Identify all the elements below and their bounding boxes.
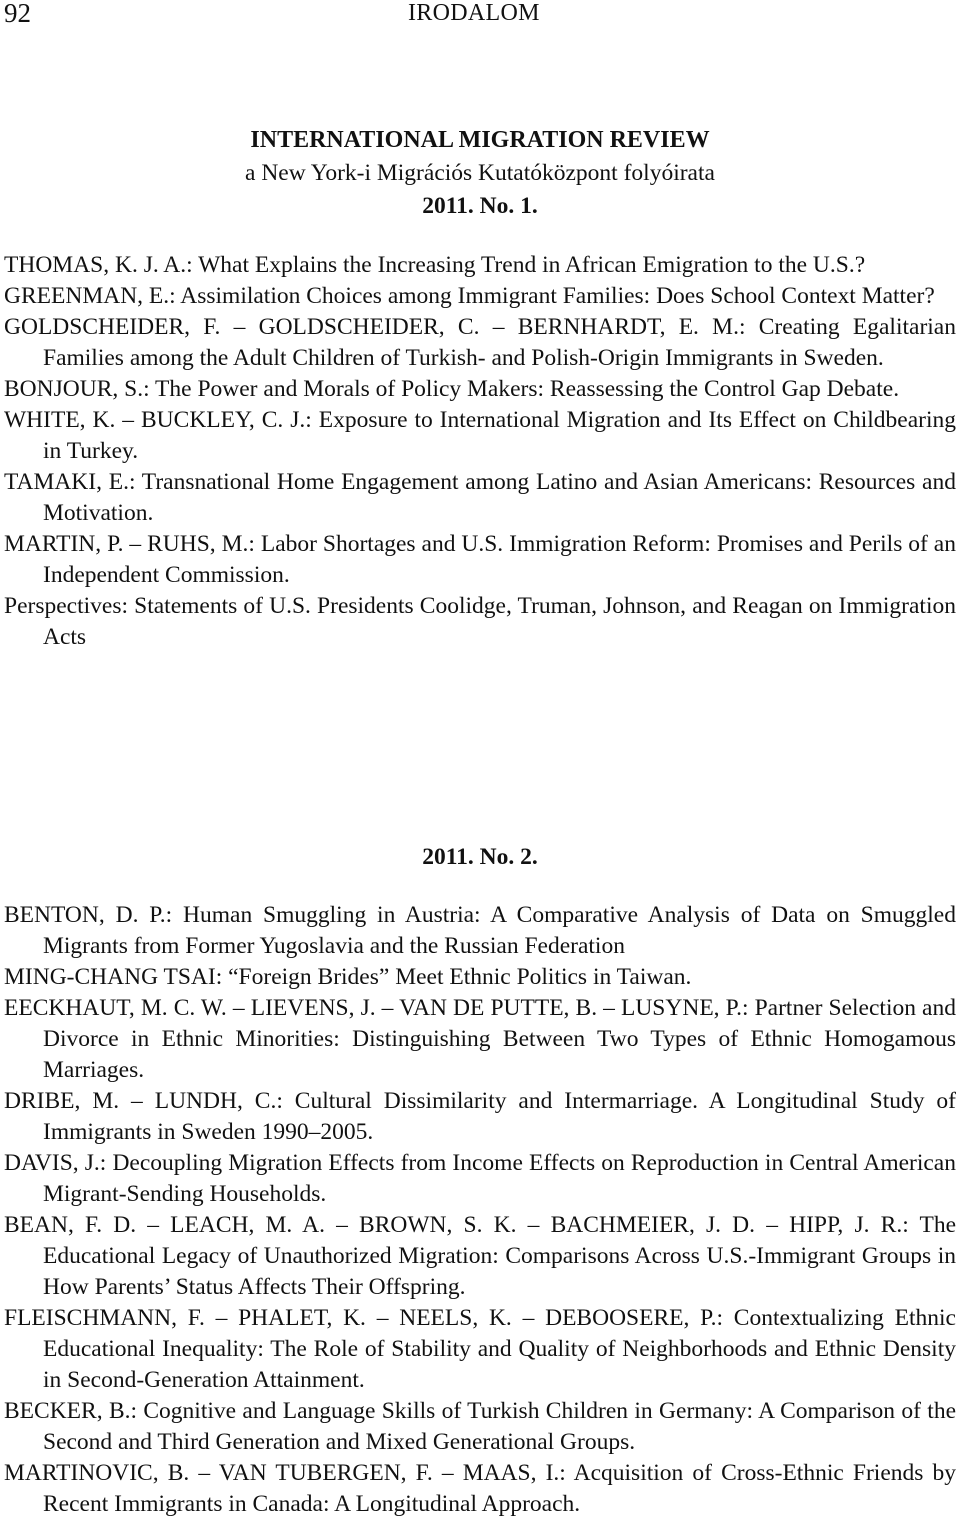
issue-heading-2: 2011. No. 2.	[422, 844, 538, 870]
article-entry: DRIBE, M. – LUNDH, C.: Cultural Dissimilarity and Intermarriage. A Longitudinal Study of Immigrants in Sweden 1990–2005.	[4, 1088, 956, 1145]
article-entry: BONJOUR, S.: The Power and Morals of Policy Makers: Reassessing the Control Gap Debate.	[4, 376, 900, 402]
article-entry: BECKER, B.: Cognitive and Language Skills of Turkish Children in Germany: A Comparison of the Second and Third Generation and Mixed Generational Groups.	[4, 1398, 956, 1455]
article-entry: DAVIS, J.: Decoupling Migration Effects from Income Effects on Reproduction in Central American Migrant-Sending Households.	[4, 1150, 956, 1207]
article-entry: MARTINOVIC, B. – VAN TUBERGEN, F. – MAAS, I.: Acquisition of Cross-Ethnic Friends by Recent Immigrants in Canada: A Longitudinal Approach.	[4, 1460, 956, 1517]
journal-title: INTERNATIONAL MIGRATION REVIEW	[250, 127, 710, 153]
page-number: 92	[4, 0, 31, 28]
article-entry: MARTIN, P. – RUHS, M.: Labor Shortages and U.S. Immigration Reform: Promises and Perils of an Independent Commission.	[4, 531, 956, 588]
article-entry: TAMAKI, E.: Transnational Home Engagement among Latino and Asian Americans: Resources and Motivation.	[4, 469, 956, 526]
article-entry: THOMAS, K. J. A.: What Explains the Increasing Trend in African Emigration to the U.S.?	[4, 252, 866, 278]
journal-subtitle: a New York-i Migrációs Kutatóközpont folyóirata	[245, 160, 715, 186]
issue-1-contents	[0, 250, 960, 653]
article-entry: WHITE, K. – BUCKLEY, C. J.: Exposure to International Migration and Its Effect on Childbearing in Turkey.	[4, 407, 956, 464]
article-entry: EECKHAUT, M. C. W. – LIEVENS, J. – VAN DE PUTTE, B. – LUSYNE, P.: Partner Selection and Divorce in Ethnic Minorities: Distinguishing Between Two Types of Ethnic Homogamous Marriages.	[4, 995, 956, 1083]
article-entry: FLEISCHMANN, F. – PHALET, K. – NEELS, K. – DEBOOSERE, P.: Contextualizing Ethnic Educational Inequality: The Role of Stability and Quality of Neighborhoods and Ethnic Density in Second-Generation Attainment.	[4, 1305, 956, 1393]
journal-heading	[0, 124, 960, 223]
article-entry: BENTON, D. P.: Human Smuggling in Austria: A Comparative Analysis of Data on Smuggled Migrants from Former Yugoslavia and the Russian Federation	[4, 902, 956, 959]
issue-2-contents	[0, 900, 960, 1520]
article-entry: Perspectives: Statements of U.S. Presidents Coolidge, Truman, Johnson, and Reagan on Immigration Acts	[4, 593, 956, 650]
page-header	[0, 0, 960, 30]
article-entry: GREENMAN, E.: Assimilation Choices among Immigrant Families: Does School Context Matter?	[4, 283, 935, 309]
issue-heading-1: 2011. No. 1.	[422, 193, 538, 219]
article-entry: BEAN, F. D. – LEACH, M. A. – BROWN, S. K. – BACHMEIER, J. D. – HIPP, J. R.: The Educational Legacy of Unauthorized Migration: Comparisons Across U.S.-Immigrant Groups in How Parents’ Status Affects Their Offspring.	[4, 1212, 956, 1300]
article-entry: MING-CHANG TSAI: “Foreign Brides” Meet Ethnic Politics in Taiwan.	[4, 964, 692, 990]
article-entry: GOLDSCHEIDER, F. – GOLDSCHEIDER, C. – BERNHARDT, E. M.: Creating Egalitarian Families among the Adult Children of Turkish- and Polish-Origin Immigrants in Sweden.	[4, 314, 956, 371]
running-head: IRODALOM	[408, 0, 540, 26]
